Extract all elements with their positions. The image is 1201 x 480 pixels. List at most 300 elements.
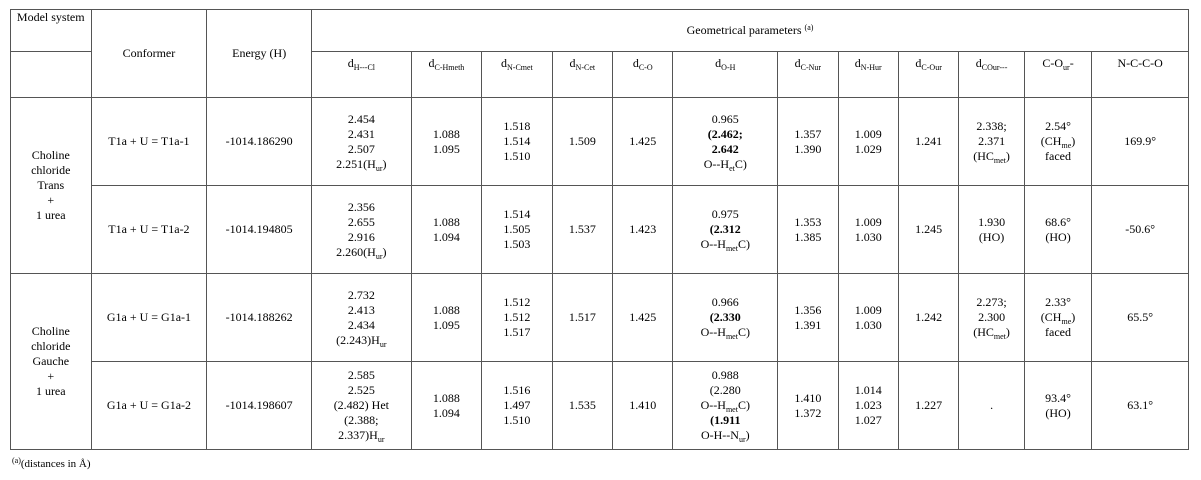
cell-line xyxy=(484,119,549,134)
header-param-subscript: C-Nur xyxy=(800,62,822,72)
cell-line xyxy=(961,119,1021,134)
cell-text: 1.009 xyxy=(854,126,882,141)
cell-line xyxy=(901,134,956,149)
cell-subscript: ur xyxy=(375,251,383,261)
cell-text: 1.242 xyxy=(915,310,943,324)
param-cell-7 xyxy=(838,186,898,274)
energy-cell: -1014.186290 xyxy=(207,98,312,186)
cell-line xyxy=(1027,406,1089,421)
param-cell-1 xyxy=(411,98,481,186)
param-cell-9 xyxy=(959,362,1024,450)
cell-line xyxy=(1027,295,1089,310)
cell-text: 1.512 xyxy=(503,295,531,309)
cell-text: C) xyxy=(737,237,750,251)
cell-line xyxy=(414,230,479,245)
header-param-base: d xyxy=(347,55,354,70)
table-body xyxy=(11,98,1189,450)
cell-line xyxy=(675,237,775,252)
header-param-base: d xyxy=(632,55,639,70)
cell-text: ) xyxy=(745,428,750,442)
header-param-base: d xyxy=(915,55,922,70)
cell-line xyxy=(675,207,775,222)
cell-text: 1.518 xyxy=(503,119,531,133)
param-cell-11 xyxy=(1092,362,1189,450)
cell-text: 0.988 xyxy=(711,368,739,382)
cell-line xyxy=(615,310,670,325)
cell-text: 1.095 xyxy=(432,317,460,332)
param-cell-10 xyxy=(1024,98,1091,186)
cell-line xyxy=(414,142,479,157)
cell-text: 1.503 xyxy=(503,237,531,251)
cell-text: ) xyxy=(1005,149,1010,163)
param-cell-7 xyxy=(838,362,898,450)
footnote xyxy=(12,458,91,470)
cell-text: 2.300 xyxy=(978,310,1006,324)
param-cell-7 xyxy=(838,274,898,362)
cell-line xyxy=(841,127,896,142)
header-param-subscript: N-Cet xyxy=(575,62,596,72)
cell-text: 1.094 xyxy=(432,229,460,244)
cell-line xyxy=(1027,149,1089,164)
cell-text: faced xyxy=(1045,149,1072,163)
header-geometrical-parameters-note: (a) xyxy=(804,22,814,32)
cell-line xyxy=(314,383,409,398)
cell-text: 2.33° xyxy=(1045,295,1071,309)
cell-text: O--H xyxy=(703,156,730,171)
model-system-line: Choline xyxy=(31,148,70,162)
param-cell-2 xyxy=(482,274,552,362)
geometry-table xyxy=(10,9,1189,450)
cell-line xyxy=(675,428,775,443)
header-param-5 xyxy=(673,51,778,97)
header-param-subscript: N-Cmet xyxy=(507,62,533,72)
param-cell-1 xyxy=(411,186,481,274)
cell-subscript: ur xyxy=(379,339,387,349)
cell-line xyxy=(961,325,1021,340)
cell-text: 1.517 xyxy=(503,325,531,339)
param-cell-6 xyxy=(778,98,838,186)
cell-text: 1.410 xyxy=(794,390,822,405)
cell-text: 1.356 xyxy=(794,302,822,317)
cell-text: 1.510 xyxy=(503,413,531,427)
cell-line xyxy=(314,318,409,333)
cell-text: (CH xyxy=(1040,310,1062,324)
cell-text: ) xyxy=(382,156,387,171)
cell-text: 1.410 xyxy=(629,398,657,412)
header-geometrical-parameters-label: Geometrical parameters xyxy=(686,22,802,37)
param-cell-4 xyxy=(613,274,673,362)
cell-line xyxy=(314,127,409,142)
param-cell-3 xyxy=(552,186,612,274)
cell-line xyxy=(414,318,479,333)
cell-text: faced xyxy=(1045,325,1072,339)
param-cell-9 xyxy=(959,98,1024,186)
param-cell-0 xyxy=(312,186,412,274)
cell-line xyxy=(314,428,409,443)
header-param-base: d xyxy=(501,55,507,70)
param-cell-5 xyxy=(673,362,778,450)
cell-subscript: ur xyxy=(375,163,383,173)
cell-text: 2.337)H xyxy=(338,428,378,442)
cell-subscript: ur xyxy=(738,435,746,444)
cell-text: 1.241 xyxy=(915,134,943,148)
header-geometrical-parameters xyxy=(312,10,1189,52)
param-cell-11 xyxy=(1092,274,1189,362)
cell-line xyxy=(1027,325,1089,340)
param-cell-10 xyxy=(1024,186,1091,274)
model-system-cell xyxy=(11,98,92,274)
cell-line xyxy=(414,215,479,230)
cell-text: 1.088 xyxy=(432,126,460,141)
cell-text: 0.966 xyxy=(711,295,739,309)
model-system-line: + xyxy=(47,369,55,383)
param-cell-3 xyxy=(552,98,612,186)
cell-text: 1.023 xyxy=(854,398,882,412)
cell-line xyxy=(780,318,835,333)
cell-line xyxy=(780,406,835,421)
cell-line xyxy=(484,207,549,222)
cell-text: 2.916 xyxy=(347,229,375,244)
cell-text: ) xyxy=(1005,325,1010,339)
cell-text: 2.434 xyxy=(347,317,375,332)
param-cell-8 xyxy=(898,186,958,274)
cell-text: C) xyxy=(737,398,750,412)
cell-bold-text: (2.312 xyxy=(709,222,741,236)
model-system-line: chloride xyxy=(31,163,71,177)
param-cell-2 xyxy=(482,98,552,186)
model-system-spacer xyxy=(11,51,92,97)
footnote-marker: (a) xyxy=(12,456,21,465)
cell-text: 2.655 xyxy=(347,214,375,229)
cell-line xyxy=(780,303,835,318)
energy-cell: -1014.198607 xyxy=(207,362,312,450)
cell-subscript: met xyxy=(725,244,738,253)
cell-text: 1.094 xyxy=(432,405,460,420)
param-cell-11 xyxy=(1092,98,1189,186)
cell-text: C) xyxy=(737,325,750,339)
header-param-base: d xyxy=(794,55,801,70)
cell-line xyxy=(484,149,549,164)
cell-text: 1.385 xyxy=(794,229,822,244)
param-cell-10 xyxy=(1024,274,1091,362)
cell-line xyxy=(675,112,775,127)
cell-text: 1.029 xyxy=(854,141,882,156)
param-cell-8 xyxy=(898,362,958,450)
cell-line xyxy=(314,230,409,245)
cell-line xyxy=(414,391,479,406)
cell-line xyxy=(841,318,896,333)
cell-text: 1.517 xyxy=(568,310,596,324)
header-param-subscript: N-Hur xyxy=(860,62,882,72)
header-param-subscript: ur xyxy=(1063,62,1070,72)
header-param-subscript: C-Our xyxy=(921,62,942,72)
cell-line xyxy=(484,413,549,428)
model-system-line: 1 urea xyxy=(35,384,66,398)
header-param-base: d xyxy=(715,55,722,70)
cell-line xyxy=(841,230,896,245)
cell-text: 2.273; xyxy=(976,295,1007,309)
cell-text: 1.510 xyxy=(503,149,531,163)
cell-text: 1.390 xyxy=(794,141,822,156)
cell-line xyxy=(484,222,549,237)
cell-line xyxy=(1094,134,1186,149)
cell-text: 2.525 xyxy=(347,383,375,397)
header-conformer: Conformer xyxy=(91,10,207,98)
cell-line xyxy=(961,230,1021,245)
cell-line xyxy=(901,398,956,413)
cell-text: O--H xyxy=(700,325,726,339)
cell-line xyxy=(675,368,775,383)
model-system-line: Gauche xyxy=(32,354,70,368)
cell-line xyxy=(675,398,775,413)
cell-line xyxy=(841,142,896,157)
cell-text: 1.245 xyxy=(915,222,943,236)
cell-line xyxy=(555,134,610,149)
cell-line xyxy=(675,222,775,237)
cell-line xyxy=(841,398,896,413)
conformer-cell: T1a + U = T1a-1 xyxy=(91,98,207,186)
header-param-subscript: O-H xyxy=(721,62,736,72)
conformer-cell: T1a + U = T1a-2 xyxy=(91,186,207,274)
cell-text: -50.6° xyxy=(1125,222,1156,236)
header-param-base: N-C-C-O xyxy=(1117,55,1163,70)
cell-line xyxy=(1027,230,1089,245)
cell-line xyxy=(484,398,549,413)
cell-text: 1.088 xyxy=(432,390,460,405)
cell-bold-text: (1.911 xyxy=(710,413,741,427)
cell-line xyxy=(1027,119,1089,134)
cell-line xyxy=(314,398,409,413)
header-param-base: C-O xyxy=(1042,55,1064,70)
header-param-6 xyxy=(778,51,838,97)
cell-line xyxy=(1027,215,1089,230)
cell-line xyxy=(484,295,549,310)
cell-bold-text: (2.462; xyxy=(707,126,743,141)
cell-text: 1.027 xyxy=(854,413,882,427)
cell-line xyxy=(555,398,610,413)
cell-text: 2.431 xyxy=(347,126,375,141)
cell-line xyxy=(555,222,610,237)
cell-text: 1.516 xyxy=(503,383,531,397)
cell-line xyxy=(841,413,896,428)
cell-text: 1.497 xyxy=(503,398,531,412)
cell-text: 1.391 xyxy=(794,317,822,332)
cell-text: 1.357 xyxy=(794,126,822,141)
cell-text: ) xyxy=(1071,310,1076,324)
cell-text: ) xyxy=(1071,134,1076,148)
cell-line xyxy=(1094,398,1186,413)
param-cell-6 xyxy=(778,362,838,450)
param-cell-7 xyxy=(838,98,898,186)
cell-text: 2.732 xyxy=(347,287,375,302)
cell-line xyxy=(961,310,1021,325)
cell-text: 2.585 xyxy=(347,368,375,382)
param-cell-9 xyxy=(959,186,1024,274)
cell-text: 1.088 xyxy=(432,302,460,317)
cell-line xyxy=(1027,310,1089,325)
cell-subscript: ur xyxy=(377,435,385,444)
header-param-0 xyxy=(312,51,412,97)
header-param-8 xyxy=(898,51,958,97)
cell-line xyxy=(675,383,775,398)
param-cell-2 xyxy=(482,362,552,450)
cell-subscript: met xyxy=(725,332,738,341)
footnote-text: (distances in Å) xyxy=(20,458,91,470)
cell-text: (2.482) Het xyxy=(333,398,390,412)
cell-subscript: met xyxy=(993,332,1006,341)
cell-text: O-H--N xyxy=(700,428,739,442)
header-row-top xyxy=(11,10,1189,52)
cell-line xyxy=(314,288,409,303)
header-param-7 xyxy=(838,51,898,97)
header-param-subscript: H---Cl xyxy=(353,62,376,72)
cell-text: . xyxy=(990,398,994,412)
cell-line xyxy=(615,398,670,413)
model-system-line: Choline xyxy=(31,324,70,338)
param-cell-0 xyxy=(312,98,412,186)
cell-text: 1.514 xyxy=(503,207,531,221)
cell-text: 1.030 xyxy=(854,317,882,332)
cell-text: 1.505 xyxy=(503,222,531,236)
cell-subscript: met xyxy=(993,156,1006,165)
param-cell-10 xyxy=(1024,362,1091,450)
cell-line xyxy=(901,310,956,325)
cell-text: 2.454 xyxy=(347,111,375,126)
header-param-suffix: - xyxy=(1069,55,1074,70)
cell-line xyxy=(780,142,835,157)
cell-text: 1.009 xyxy=(854,214,882,229)
cell-line xyxy=(615,222,670,237)
cell-line xyxy=(314,142,409,157)
param-cell-1 xyxy=(411,362,481,450)
cell-line xyxy=(675,310,775,325)
cell-text: (HC xyxy=(973,325,994,339)
cell-text: 1.014 xyxy=(854,383,882,397)
cell-text: C) xyxy=(734,156,747,171)
param-cell-4 xyxy=(613,186,673,274)
header-param-9 xyxy=(959,51,1024,97)
cell-text: 1.425 xyxy=(629,310,657,324)
cell-text: 1.030 xyxy=(854,229,882,244)
cell-text: 2.413 xyxy=(347,302,375,317)
cell-text: 1.227 xyxy=(915,398,943,412)
cell-text: 1.372 xyxy=(794,405,822,420)
cell-text: 93.4° xyxy=(1045,390,1071,405)
cell-line xyxy=(961,215,1021,230)
param-cell-3 xyxy=(552,362,612,450)
cell-subscript: me xyxy=(1061,317,1072,326)
cell-bold-text: (2.330 xyxy=(709,310,741,324)
cell-subscript: et xyxy=(729,163,735,173)
cell-line xyxy=(675,325,775,340)
cell-line xyxy=(675,142,775,157)
cell-text: (CH xyxy=(1040,134,1062,148)
cell-line xyxy=(484,310,549,325)
cell-text: 2.371 xyxy=(978,134,1006,148)
header-param-base: d xyxy=(569,55,576,70)
cell-text: 0.975 xyxy=(711,207,739,221)
cell-line xyxy=(555,310,610,325)
cell-text: 2.260(H xyxy=(336,244,376,259)
energy-cell: -1014.188262 xyxy=(207,274,312,362)
cell-line xyxy=(484,383,549,398)
cell-line xyxy=(314,333,409,348)
table-row xyxy=(11,186,1189,274)
cell-text: (2.243)H xyxy=(336,332,380,347)
energy-cell: -1014.194805 xyxy=(207,186,312,274)
cell-line xyxy=(314,413,409,428)
cell-line xyxy=(780,391,835,406)
cell-line xyxy=(961,149,1021,164)
param-cell-8 xyxy=(898,98,958,186)
header-energy: Energy (H) xyxy=(207,10,312,98)
cell-line xyxy=(961,398,1021,413)
cell-line xyxy=(314,200,409,215)
cell-line xyxy=(484,134,549,149)
header-param-subscript: C-Hmeth xyxy=(434,62,465,72)
header-param-3 xyxy=(552,51,612,97)
cell-text: (2.280 xyxy=(709,383,741,397)
cell-bold-text: 2.642 xyxy=(711,141,739,156)
cell-line xyxy=(841,215,896,230)
header-param-11 xyxy=(1092,51,1189,97)
param-cell-11 xyxy=(1092,186,1189,274)
cell-line xyxy=(314,368,409,383)
cell-line xyxy=(414,127,479,142)
cell-line xyxy=(780,215,835,230)
cell-line xyxy=(780,127,835,142)
header-param-base: d xyxy=(975,55,982,70)
cell-text: (2.388; xyxy=(344,413,379,427)
cell-line xyxy=(314,157,409,172)
cell-line xyxy=(414,303,479,318)
model-system-cell xyxy=(11,274,92,450)
cell-line xyxy=(484,325,549,340)
param-cell-2 xyxy=(482,186,552,274)
header-param-10 xyxy=(1024,51,1091,97)
cell-text: ) xyxy=(382,244,387,259)
cell-text: 1.512 xyxy=(503,310,531,324)
cell-text: 1.425 xyxy=(629,134,657,148)
cell-text: 2.338; xyxy=(976,119,1007,133)
cell-text: 1.423 xyxy=(629,222,657,236)
cell-text: 0.965 xyxy=(711,111,739,126)
header-param-subscript: COur--- xyxy=(981,62,1008,72)
cell-line xyxy=(615,134,670,149)
cell-text: (HO) xyxy=(1045,229,1071,244)
cell-line xyxy=(1027,391,1089,406)
table-row xyxy=(11,98,1189,186)
cell-text: (HO) xyxy=(1045,405,1071,420)
cell-subscript: met xyxy=(725,405,738,414)
model-system-line: + xyxy=(47,193,55,207)
model-system-line: Trans xyxy=(37,178,65,192)
cell-text: 1.009 xyxy=(854,302,882,317)
header-model-system-label: Model system xyxy=(16,10,85,24)
cell-line xyxy=(314,303,409,318)
cell-text: 1.095 xyxy=(432,141,460,156)
param-cell-5 xyxy=(673,186,778,274)
cell-line xyxy=(901,222,956,237)
cell-line xyxy=(1094,222,1186,237)
cell-text: 2.507 xyxy=(347,141,375,156)
cell-text: 68.6° xyxy=(1045,214,1071,229)
param-cell-3 xyxy=(552,274,612,362)
param-cell-0 xyxy=(312,362,412,450)
cell-line xyxy=(675,127,775,142)
table-row xyxy=(11,274,1189,362)
cell-text: 1.353 xyxy=(794,214,822,229)
